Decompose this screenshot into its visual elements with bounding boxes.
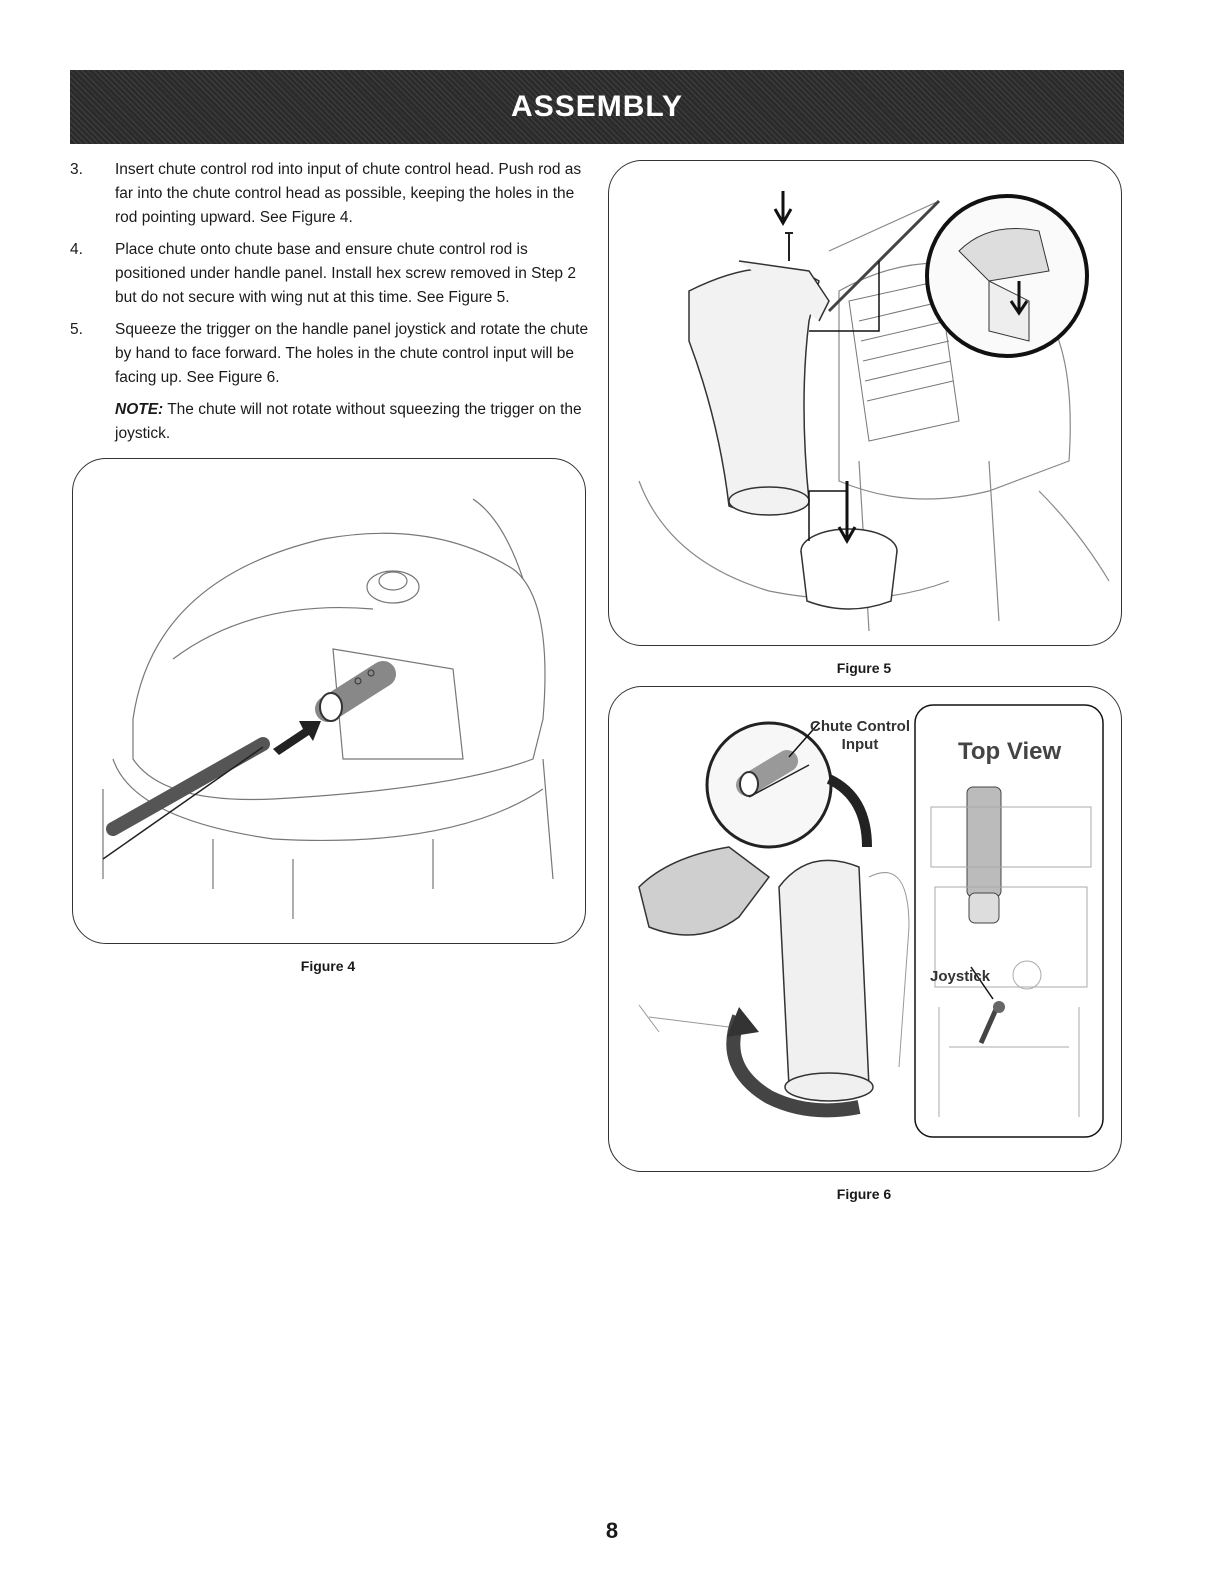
note-label: NOTE: <box>115 401 164 418</box>
step-4 <box>70 238 590 310</box>
chute-control-head-drawing <box>73 459 585 943</box>
figure-6-caption: Figure 6 <box>836 1186 892 1202</box>
step-number: 4. <box>70 241 83 258</box>
note <box>115 398 590 446</box>
insert-arrow-icon <box>273 721 321 755</box>
figure-5-caption: Figure 5 <box>836 660 892 676</box>
top-view-title: Top View <box>958 738 1062 765</box>
chute-control-label-line2: Input <box>841 736 879 753</box>
rotation-arrow-icon <box>829 779 867 847</box>
page-number: 8 <box>605 1518 619 1543</box>
step-text: Squeeze the trigger on the handle panel joystick and rotate the chute by hand to face forward. The holes in the chute control input will be facing up. See Figure 6. <box>115 321 589 386</box>
chute-control-input-label <box>808 718 912 754</box>
down-arrow-icon <box>839 481 855 541</box>
section-title: ASSEMBLY <box>511 90 683 123</box>
step-3 <box>70 158 590 230</box>
chute-control-label-line1: Chute Control <box>810 718 910 735</box>
chute-base <box>801 529 897 609</box>
discharge-chute <box>689 261 829 515</box>
control-rod <box>829 201 939 311</box>
step-number: 3. <box>70 161 83 178</box>
hex-screw-icon <box>785 233 793 261</box>
step-number: 5. <box>70 321 83 338</box>
joystick-label: Joystick <box>930 968 991 985</box>
figure-5-illustration <box>608 160 1122 646</box>
instruction-steps <box>70 158 590 446</box>
chute-installation-drawing <box>609 161 1121 645</box>
step-text: Place chute onto chute base and ensure chute control rod is positioned under handle panel. Install hex screw removed in Step 2 but do not secure with wing nut at this time. See Figure 5. <box>115 241 576 306</box>
step-5 <box>70 318 590 390</box>
section-header-bar <box>70 70 1124 144</box>
detail-magnifier <box>927 196 1087 356</box>
top-view-panel <box>915 705 1103 1137</box>
note-text: The chute will not rotate without squeezing the trigger on the joystick. <box>115 401 582 442</box>
discharge-chute <box>639 847 873 1101</box>
chute-control-input <box>320 670 383 721</box>
down-arrow-icon <box>775 191 791 223</box>
figure-4-illustration <box>72 458 586 944</box>
step-text: Insert chute control rod into input of chute control head. Push rod as far into the chute control head as possible, keeping the holes in the rod pointing upward. See Figure 4. <box>115 161 582 226</box>
figure-4-caption: Figure 4 <box>300 958 356 974</box>
chute-control-rod <box>103 744 263 859</box>
